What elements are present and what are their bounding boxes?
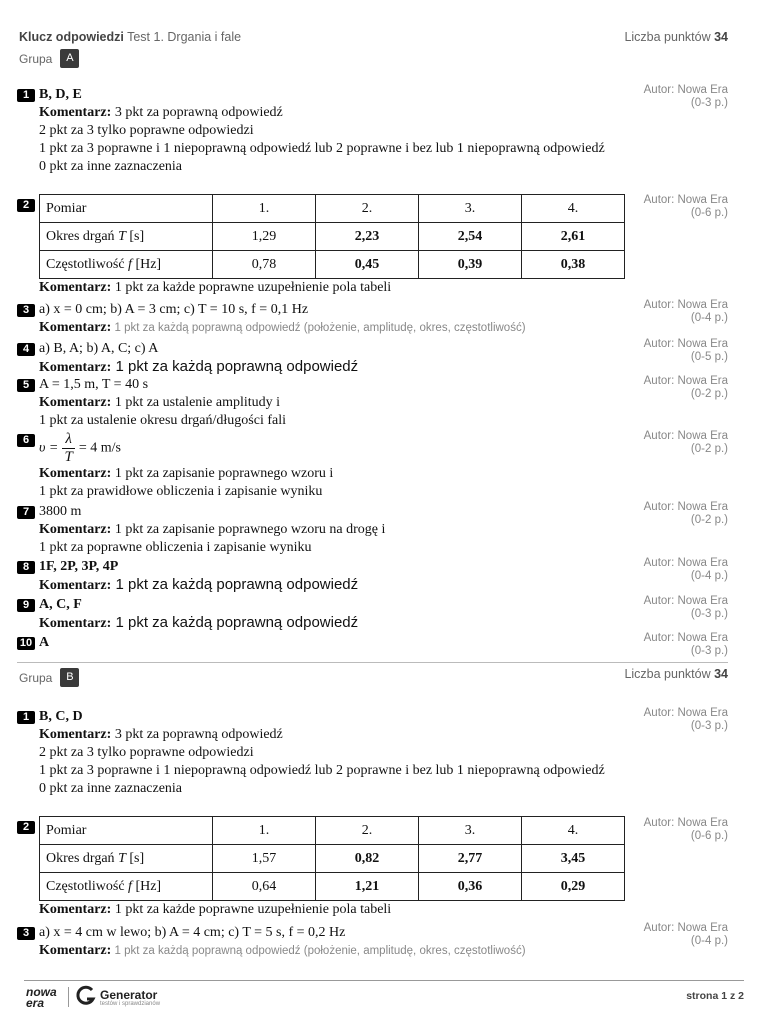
table-cell: 2,77 — [419, 845, 522, 873]
comment-text: 1 pkt za każde poprawne uzupełnienie pola tabeli — [111, 280, 392, 295]
table-cell: 2,54 — [419, 223, 522, 251]
author-info — [588, 817, 728, 843]
question-number: 1 — [17, 89, 35, 102]
author: Autor: Nowa Era — [643, 430, 728, 442]
author: Autor: Nowa Era — [643, 557, 728, 569]
question-6 — [17, 431, 627, 501]
question-number: 2 — [17, 821, 35, 834]
row-label — [40, 223, 213, 251]
answer: a) x = 0 cm; b) A = 3 cm; c) T = 10 s, f = 0,1 Hz — [39, 302, 309, 317]
question-1 — [17, 86, 627, 176]
table-header: Pomiar — [40, 817, 213, 845]
table-header: 3. — [419, 195, 522, 223]
author-info — [588, 84, 728, 110]
comment-label: Komentarz: — [39, 466, 112, 481]
author-info — [588, 707, 728, 733]
comment-text: 1 pkt za zapisanie poprawnego wzoru i — [111, 466, 334, 481]
comment-text: 0 pkt za inne zaznaczenia — [39, 159, 183, 174]
question-4 — [17, 340, 627, 377]
comment-label: Komentarz: — [39, 280, 112, 295]
comment-text: 0 pkt za inne zaznaczenia — [39, 781, 183, 796]
comment-text: 1 pkt za poprawne obliczenia i zapisanie wyniku — [39, 540, 312, 555]
question-number: 6 — [17, 434, 35, 447]
question-number: 2 — [17, 199, 35, 212]
author-info — [588, 430, 728, 456]
fraction-denominator: T — [64, 449, 73, 465]
question-number: 7 — [17, 506, 35, 519]
table-cell: 3,45 — [522, 845, 625, 873]
row-symbol: T — [118, 850, 126, 866]
row-unit: [Hz] — [131, 878, 162, 894]
document-header — [19, 30, 728, 44]
page-footer — [24, 980, 744, 1011]
comment-text: 1 pkt za każdą poprawną odpowiedź — [111, 576, 359, 593]
table-cell: 0,29 — [522, 873, 625, 901]
points-range: (0-2 p.) — [690, 443, 728, 455]
table-header: 2. — [316, 817, 419, 845]
answer: 1F, 2P, 3P, 4P — [39, 559, 119, 574]
author-info — [588, 557, 728, 583]
table-header: Pomiar — [40, 195, 213, 223]
comment-text: 1 pkt za każdą poprawną odpowiedź (położenie, amplitudę, okres, częstotliwość) — [111, 322, 526, 334]
table-cell: 0,36 — [419, 873, 522, 901]
section-divider — [17, 662, 728, 663]
formula-rhs: = 4 m/s — [78, 440, 121, 456]
author-info — [588, 299, 728, 325]
table-cell: 1,29 — [213, 223, 316, 251]
table-cell: 0,38 — [522, 251, 625, 279]
table-cell: 2,61 — [522, 223, 625, 251]
question-5 — [17, 376, 627, 430]
table-cell: 0,82 — [316, 845, 419, 873]
table-header: 2. — [316, 195, 419, 223]
comment-label: Komentarz: — [39, 616, 112, 631]
row-symbol: f — [128, 256, 132, 272]
comment-label: Komentarz: — [39, 395, 112, 410]
points-label: Liczba punktów — [624, 30, 715, 44]
row-unit: [Hz] — [131, 256, 162, 272]
answer: A, C, F — [39, 597, 82, 612]
question-number: 8 — [17, 561, 35, 574]
formula — [39, 431, 627, 465]
points-range: (0-3 p.) — [690, 97, 728, 109]
comment-label: Komentarz: — [39, 105, 112, 120]
comment-text: 1 pkt za każdą poprawną odpowiedź (położenie, amplitudę, okres, częstotliwość) — [111, 945, 526, 957]
table-cell: 0,78 — [213, 251, 316, 279]
question-number: 3 — [17, 927, 35, 940]
answer: B, C, D — [39, 709, 83, 724]
table-cell: 1,57 — [213, 845, 316, 873]
comment-label: Komentarz: — [39, 522, 112, 537]
author: Autor: Nowa Era — [643, 501, 728, 513]
comment-text: 1 pkt za ustalenie amplitudy i — [111, 395, 281, 410]
comment-text: 1 pkt za 3 poprawne i 1 niepoprawną odpowiedź lub 2 poprawne i bez lub 1 niepoprawną odpowiedź — [39, 763, 605, 778]
doc-title-bold: Klucz odpowiedzi — [19, 30, 124, 44]
question-3 — [17, 301, 627, 337]
total-points — [624, 30, 728, 44]
question-10 — [17, 634, 627, 652]
author-info — [588, 501, 728, 527]
table-cell: 0,39 — [419, 251, 522, 279]
generator-g-icon — [76, 985, 96, 1011]
row-label — [40, 845, 213, 873]
row-label-text: Częstotliwość — [46, 878, 129, 894]
row-label-text: Okres drgań — [46, 850, 119, 866]
logo-separator — [68, 987, 69, 1007]
author-info — [588, 632, 728, 658]
comment-label: Komentarz: — [39, 727, 112, 742]
comment-label: Komentarz: — [39, 943, 112, 958]
points-label: Liczba punktów — [624, 667, 715, 681]
table-cell: 0,45 — [316, 251, 419, 279]
table-cell: 0,64 — [213, 873, 316, 901]
points-value: 34 — [714, 667, 728, 681]
points-range: (0-2 p.) — [690, 514, 728, 526]
row-label-text: Częstotliwość — [46, 256, 129, 272]
author: Autor: Nowa Era — [643, 595, 728, 607]
answer: a) x = 4 cm w lewo; b) A = 4 cm; c) T = 5 s, f = 0,2 Hz — [39, 925, 346, 940]
comment-label: Komentarz: — [39, 320, 112, 335]
formula-lhs: υ = — [39, 440, 59, 456]
author-info — [588, 194, 728, 220]
answer: 3800 m — [39, 504, 82, 519]
question-b3 — [17, 924, 627, 960]
comment-text: 1 pkt za zapisanie poprawnego wzoru na drogę i — [111, 522, 386, 537]
comment-text: 1 pkt za każdą poprawną odpowiedź — [111, 358, 359, 375]
group-label-text: Grupa — [19, 51, 53, 66]
row-label — [40, 873, 213, 901]
question-number: 4 — [17, 343, 35, 356]
points-range: (0-4 p.) — [690, 935, 728, 947]
comment-text: 1 pkt za każde poprawne uzupełnienie pola tabeli — [111, 902, 392, 917]
page-number: strona 1 z 2 — [686, 990, 744, 1002]
question-b2 — [17, 818, 627, 919]
question-number: 10 — [17, 637, 35, 650]
row-symbol: f — [128, 878, 132, 894]
author: Autor: Nowa Era — [643, 84, 728, 96]
question-number: 9 — [17, 599, 35, 612]
points-range: (0-3 p.) — [690, 645, 728, 657]
table-cell: 2,23 — [316, 223, 419, 251]
group-b-label — [19, 668, 79, 687]
author: Autor: Nowa Era — [643, 375, 728, 387]
row-unit: [s] — [125, 850, 145, 866]
question-number: 3 — [17, 304, 35, 317]
measurement-table — [39, 816, 625, 901]
question-number: 1 — [17, 711, 35, 724]
nowa-era-logo — [26, 987, 57, 1009]
question-2 — [17, 196, 627, 297]
comment-text: 1 pkt za każdą poprawną odpowiedź — [111, 614, 359, 631]
logo-text-era: era — [26, 996, 45, 1010]
group-label-text: Grupa — [19, 670, 53, 685]
answer: a) B, A; b) A, C; c) A — [39, 341, 159, 356]
points-range: (0-5 p.) — [690, 351, 728, 363]
points-range: (0-3 p.) — [690, 720, 728, 732]
points-range: (0-2 p.) — [690, 388, 728, 400]
comment-text: 1 pkt za 3 poprawne i 1 niepoprawną odpowiedź lub 2 poprawne i bez lub 1 niepoprawną odpowiedź — [39, 141, 605, 156]
question-9 — [17, 596, 627, 633]
points-range: (0-3 p.) — [690, 608, 728, 620]
comment-text: 2 pkt za 3 tylko poprawne odpowiedzi — [39, 745, 254, 760]
logo-text-nowa: nowa — [26, 985, 57, 999]
question-7 — [17, 503, 627, 557]
answer: B, D, E — [39, 87, 82, 102]
table-header: 3. — [419, 817, 522, 845]
doc-title-rest: Test 1. Drgania i fale — [123, 30, 242, 44]
question-8 — [17, 558, 627, 595]
author: Autor: Nowa Era — [643, 632, 728, 644]
comment-label: Komentarz: — [39, 360, 112, 375]
author: Autor: Nowa Era — [643, 922, 728, 934]
total-points — [624, 667, 728, 681]
group-badge: A — [60, 49, 79, 68]
author: Autor: Nowa Era — [643, 194, 728, 206]
group-badge: B — [60, 668, 79, 687]
points-range: (0-6 p.) — [690, 207, 728, 219]
measurement-table — [39, 194, 625, 279]
row-unit: [s] — [125, 228, 145, 244]
author-info — [588, 338, 728, 364]
author: Autor: Nowa Era — [643, 817, 728, 829]
group-a-label — [19, 49, 79, 68]
fraction-numerator: λ — [62, 431, 75, 449]
generator-subtitle: testów i sprawdzianów — [100, 1000, 161, 1007]
author-info — [588, 922, 728, 948]
row-label — [40, 251, 213, 279]
table-cell: 1,21 — [316, 873, 419, 901]
generator-title: Generator — [100, 987, 158, 1002]
points-value: 34 — [714, 30, 728, 44]
generator-logo — [76, 985, 160, 1011]
author: Autor: Nowa Era — [643, 299, 728, 311]
comment-text: 2 pkt za 3 tylko poprawne odpowiedzi — [39, 123, 254, 138]
question-number: 5 — [17, 379, 35, 392]
table-header: 4. — [522, 817, 625, 845]
table-header: 1. — [213, 817, 316, 845]
points-range: (0-6 p.) — [690, 830, 728, 842]
comment-label: Komentarz: — [39, 578, 112, 593]
author-info — [588, 375, 728, 401]
comment-text: 1 pkt za ustalenie okresu drgań/długości fali — [39, 413, 287, 428]
author: Autor: Nowa Era — [643, 338, 728, 350]
row-label-text: Okres drgań — [46, 228, 119, 244]
author: Autor: Nowa Era — [643, 707, 728, 719]
points-range: (0-4 p.) — [690, 570, 728, 582]
row-symbol: T — [118, 228, 126, 244]
formula-fraction — [62, 431, 75, 466]
comment-text: 3 pkt za poprawną odpowiedź — [111, 105, 283, 120]
comment-text: 1 pkt za prawidłowe obliczenia i zapisanie wyniku — [39, 484, 323, 499]
comment-label: Komentarz: — [39, 902, 112, 917]
answer: A = 1,5 m, T = 40 s — [39, 377, 149, 392]
question-b1 — [17, 708, 627, 798]
author-info — [588, 595, 728, 621]
answer: A — [39, 635, 50, 650]
comment-text: 3 pkt za poprawną odpowiedź — [111, 727, 283, 742]
points-range: (0-4 p.) — [690, 312, 728, 324]
table-header: 1. — [213, 195, 316, 223]
table-header: 4. — [522, 195, 625, 223]
